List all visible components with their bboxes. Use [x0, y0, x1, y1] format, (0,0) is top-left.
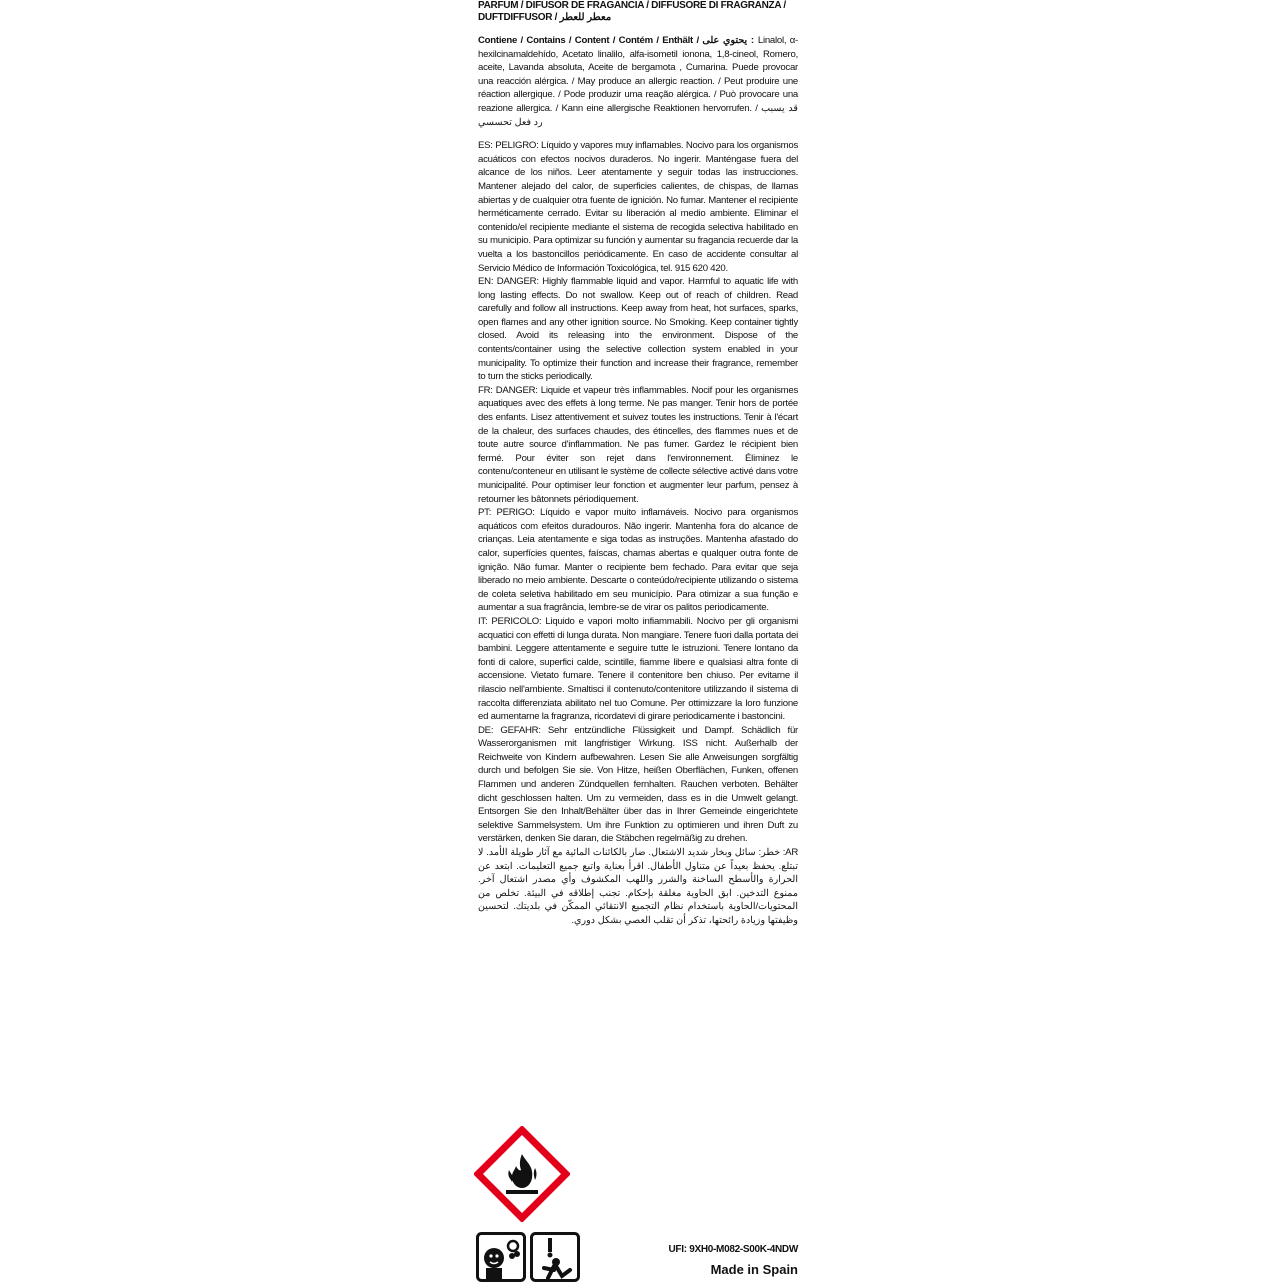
safety-warnings [478, 139, 798, 927]
warning-ar: AR: خطر: سائل وبخار شديد الاشتعال. ضار بالكائنات المائية مع آثار طويلة الأمد. لا تبتلع. يحفظ بعيداً عن متناول الأطفال. اقرأ بعناية واتبع جميع التعليمات. ابتعد عن الحرارة والأسطح الساخنة والشرر واللهب المكشوف وأي مصدر اشتعال آخر. ممنوع التدخين. ابق الحاوية مغلقة بإحكام. تجنب إطلاقه في البيئة. تخلص من المحتويات/الحاوية باستخدام نظام التجميع الانتقائي الممكّن في بلديتك. لتحسين وظيفتها وزيادة رائحتها، تذكر أن تقلب العصي بشكل دوري. [478, 847, 798, 926]
ufi-code: UFI: 9XH0-M082-S00K-4NDW [668, 1244, 798, 1255]
ingredients-label: Contiene / Contains / Content / Contém / Enthält / يحتوي على : [478, 35, 755, 46]
warning-es: ES: PELIGRO: Líquido y vapores muy inflamables. Nocivo para los organismos acuáticos con efectos nocivos duraderos. No ingerir. Manténgase fuera del alcance de los niños. Leer atentamente y seguir todas las instrucciones. Mantener alejado del calor, de superficies calientes, de chispas, de llamas abiertas y de cualquier otra fuente de ignición. No fumar. Mantener el recipiente herméticamente cerrado. Evitar su liberación al medio ambiente. Eliminar el contenido/el recipiente mediante el sistema de recogida selectiva habilitado en su municipio. Para optimizar su función y aumentar su fragancia recuerde dar la vuelta a los bastoncillos periódicamente. En caso de accidente consultar al Servicio Médico de Información Toxicológica, tel. 915 620 420. [478, 140, 798, 274]
product-type-header [478, 0, 798, 24]
header-line-1: PARFUM / DIFUSOR DE FRAGANCIA / DIFFUSORE DI FRAGRANZA / [478, 0, 786, 11]
warning-fr: FR: DANGER: Liquide et vapeur très inflammables. Nocif pour les organismes aquatiques avec des effets à long terme. Ne pas manger. Tenir hors de portée des enfants. Lisez attentivement et suivez toutes les instructions. Tenir à l'écart de la chaleur, des surfaces chaudes, des étincelles, des flammes nues et de toute autre source d'inflammation. Ne pas fumer. Gardez le récipient bien fermé. Pour éviter son rejet dans l'environnement. Éliminez le contenu/conteneur en utilisant le système de collecte sélective activé dans votre municipalité. Pour optimiser leur fonction et augmenter leur parfum, pensez à retourner les bâtonnets périodiquement. [478, 384, 798, 505]
header-line-2: DUFTDIFFUSOR / معطر للعطر [478, 12, 612, 23]
ingredients-block [478, 34, 798, 129]
made-in-text: Made in Spain [710, 1262, 798, 1277]
product-label-text [478, 0, 798, 928]
warning-en: EN: DANGER: Highly flammable liquid and vapor. Harmful to aquatic life with long lasting effects. Do not swallow. Keep out of reach of children. Read carefully and follow all instructions. Keep away from heat, hot surfaces, sparks, open flames and any other ignition source. No Smoking. Keep container tightly closed. Avoid its releasing into the environment. Dispose of the contents/container using the selective collection system enabled in your municipality. To optimize their function and increase their fragrance, remember to turn the sticks periodically. [478, 276, 798, 383]
read-instructions-icon [530, 1232, 580, 1282]
warning-de: DE: GEFAHR: Sehr entzündliche Flüssigkeit und Dampf. Schädlich für Wasserorganismen mit langfristiger Wirkung. ISS nicht. Außerhalb der Reichweite von Kindern aufbewahren. Lesen Sie alle Anweisungen sorgfältig durch und befolgen Sie sie. Von Hitze, heißen Oberflächen, Funken, offenen Flammen und anderen Zündquellen fernhalten. Rauchen verboten. Behälter dicht geschlossen halten. Um zu vermeiden, dass es in die Umwelt gelangt. Entsorgen Sie den Inhalt/Behälter über das in Ihrer Gemeinde eingerichtete selektive Sammelsystem. Um ihre Funktion zu optimieren und ihren Duft zu verstärken, denken Sie daran, die Stäbchen regelmäßig zu drehen. [478, 724, 798, 845]
warning-it: IT: PERICOLO: Liquido e vapori molto infiammabili. Nocivo per gli organismi acquatici con effetti di lunga durata. Non mangiare. Tenere fuori dalla portata dei bambini. Leggere attentamente e seguire tutte le istruzioni. Tenere lontano da fonti di calore, superfici calde, scintille, fiamme libere e qualsiasi altra fonte di accensione. Vietato fumare. Tenere il contenitore ben chiuso. Per evitarne il rilascio nell'ambiente. Smaltisci il contenuto/contenitore utilizzando il sistema di raccolta differenziata abilitato nel tuo Comune. Per ottimizzare la loro funzione ed aumentarne la fragranza, ricordatevi di girare periodicamente i bastoncini. [478, 615, 798, 723]
ghs-flammable-pictogram [474, 1126, 570, 1222]
keep-away-from-children-icon [476, 1232, 526, 1282]
ingredients-text: Linalol, α-hexilcinamaldehído, Acetato linalilo, alfa-isometil ionona, 1,8-cineol, Romero, aceite, Lavanda absoluta, Aceite de bergamota , Cumarina. Puede provocar una reacción alérgica. / May produce an allergic reaction. / Peut produire une réaction allergique. / Pode produzir uma reação alérgica. / Può provocare una reazione allergica. / Kann eine allergische Reaktionen hervorrufen. / قد يسبب رد فعل تحسسي [478, 35, 798, 128]
warning-pt: PT: PERIGO: Líquido e vapor muito inflamáveis. Nocivo para organismos aquáticos com efeitos duradouros. Não ingerir. Mantenha fora do alcance de crianças. Leia atentamente e siga todas as instruções. Mantenha afastado do calor, superfícies quentes, faíscas, chamas abertas e qualquer outra fonte de ignição. Não fumar. Manter o recipiente bem fechado. Para evitar que seja liberado no meio ambiente. Descarte o conteúdo/recipiente utilizando o sistema de coleta seletiva habilitado em seu município. Para otimizar a sua função e aumentar a sua fragrância, lembre-se de virar os palitos periodicamente. [478, 507, 798, 614]
